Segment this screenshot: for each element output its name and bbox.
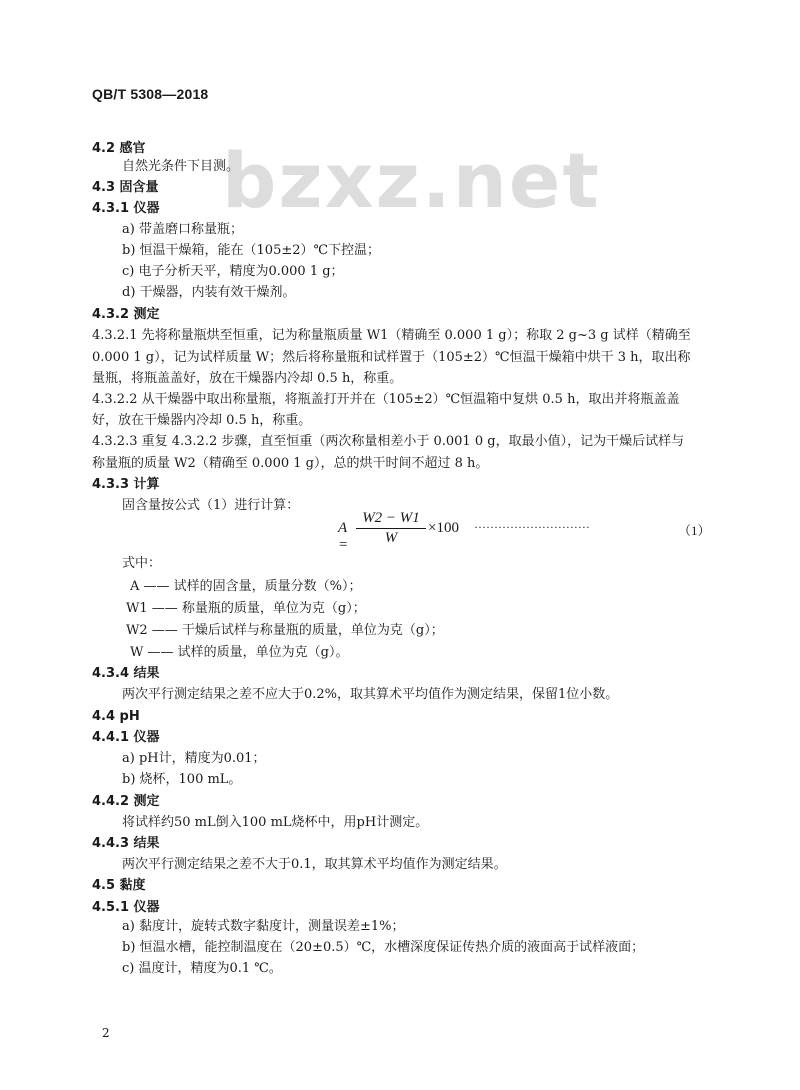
body-line: 好，放在干燥器内冷却 0.5 h，称重。 [92, 413, 312, 428]
body-line: 自然光条件下目测。 [122, 159, 240, 174]
standard-header: QB/T 5308—2018 [92, 86, 209, 102]
body-line: 固含量按公式（1）进行计算： [122, 498, 300, 513]
section-heading: 4.4.2 测定 [92, 794, 160, 809]
body-line: 式中： [122, 556, 162, 571]
body-line: 称量瓶的质量 W2（精确至 0.000 1 g），总的烘干时间不超过 8 h。 [92, 456, 489, 471]
section-heading: 4.3.1 仪器 [92, 201, 160, 216]
section-heading: 4.3 固含量 [92, 180, 159, 195]
body-line: a) pH计，精度为0.01； [122, 751, 266, 766]
watermark: bzxz.net [222, 136, 601, 225]
formula-fraction [356, 510, 426, 547]
section-heading: 4.4.1 仪器 [92, 730, 160, 745]
formula-lhs: A = [338, 520, 349, 553]
formula-times: ×100 [428, 520, 459, 536]
formula-eqno: （1） [678, 523, 711, 538]
body-line: b) 恒温干燥箱，能在（105±2）℃下控温； [122, 243, 381, 258]
section-heading: 4.3.2 测定 [92, 307, 160, 322]
section-heading: 4.5 黏度 [92, 878, 146, 893]
body-line: 0.000 1 g），记为试样质量 W；然后将称量瓶和试样置于（105±2）℃恒温干燥箱中烘干 3 h，取出称 [92, 350, 691, 365]
section-heading: 4.3.4 结果 [92, 666, 160, 681]
body-line: W1 —— 称量瓶的质量，单位为克（g）； [126, 601, 366, 616]
body-line: 将试样约50 mL倒入100 mL烧杯中，用pH计测定。 [122, 815, 429, 830]
body-line: a) 黏度计，旋转式数字黏度计，测量误差±1%； [122, 919, 405, 934]
body-line: a) 带盖磨口称量瓶； [122, 222, 243, 237]
formula-denominator: W [384, 530, 398, 546]
body-line: W —— 试样的质量，单位为克（g）。 [130, 645, 349, 660]
body-line: 两次平行测定结果之差不大于0.1，取其算术平均值作为测定结果。 [122, 857, 507, 872]
body-line: c) 电子分析天平，精度为0.000 1 g； [122, 264, 344, 279]
section-heading: 4.2 感官 [92, 141, 146, 156]
body-line: b) 烧杯，100 mL。 [122, 772, 242, 787]
section-heading: 4.3.3 计算 [92, 477, 160, 492]
section-heading: 4.4 pH [92, 709, 140, 724]
body-line: 量瓶，将瓶盖盖好，放在干燥器内冷却 0.5 h，称重。 [92, 371, 403, 386]
body-line: 4.3.2.2 从干燥器中取出称量瓶，将瓶盖打开并在（105±2）℃恒温箱中复烘 0.5 h，取出并将瓶盖盖 [92, 392, 680, 407]
body-line: A —— 试样的固含量，质量分数（%）； [130, 579, 362, 594]
formula-leader: ····························· [474, 520, 590, 534]
body-line: W2 —— 干燥后试样与称量瓶的质量，单位为克（g）； [126, 623, 444, 638]
body-line: b) 恒温水槽，能控制温度在（20±0.5）℃，水槽深度保证传热介质的液面高于试样液面； [122, 940, 645, 955]
body-line: c) 温度计，精度为0.1 ℃。 [122, 961, 282, 976]
formula-numerator: W2 − W1 [356, 510, 426, 529]
page-number: 2 [102, 1026, 110, 1040]
section-heading: 4.4.3 结果 [92, 836, 160, 851]
body-line: 两次平行测定结果之差不应大于0.2%，取其算术平均值作为测定结果，保留1位小数。 [122, 687, 619, 702]
body-line: 4.3.2.3 重复 4.3.2.2 步骤，直至恒重（两次称量相差小于 0.001 0 g，取最小值），记为干燥后试样与 [92, 434, 685, 449]
body-line: d) 干燥器，内装有效干燥剂。 [122, 285, 296, 300]
section-heading: 4.5.1 仪器 [92, 900, 160, 915]
body-line: 4.3.2.1 先将称量瓶烘至恒重，记为称量瓶质量 W1（精确至 0.000 1 g）；称取 2 g~3 g 试样（精确至 [92, 328, 691, 343]
